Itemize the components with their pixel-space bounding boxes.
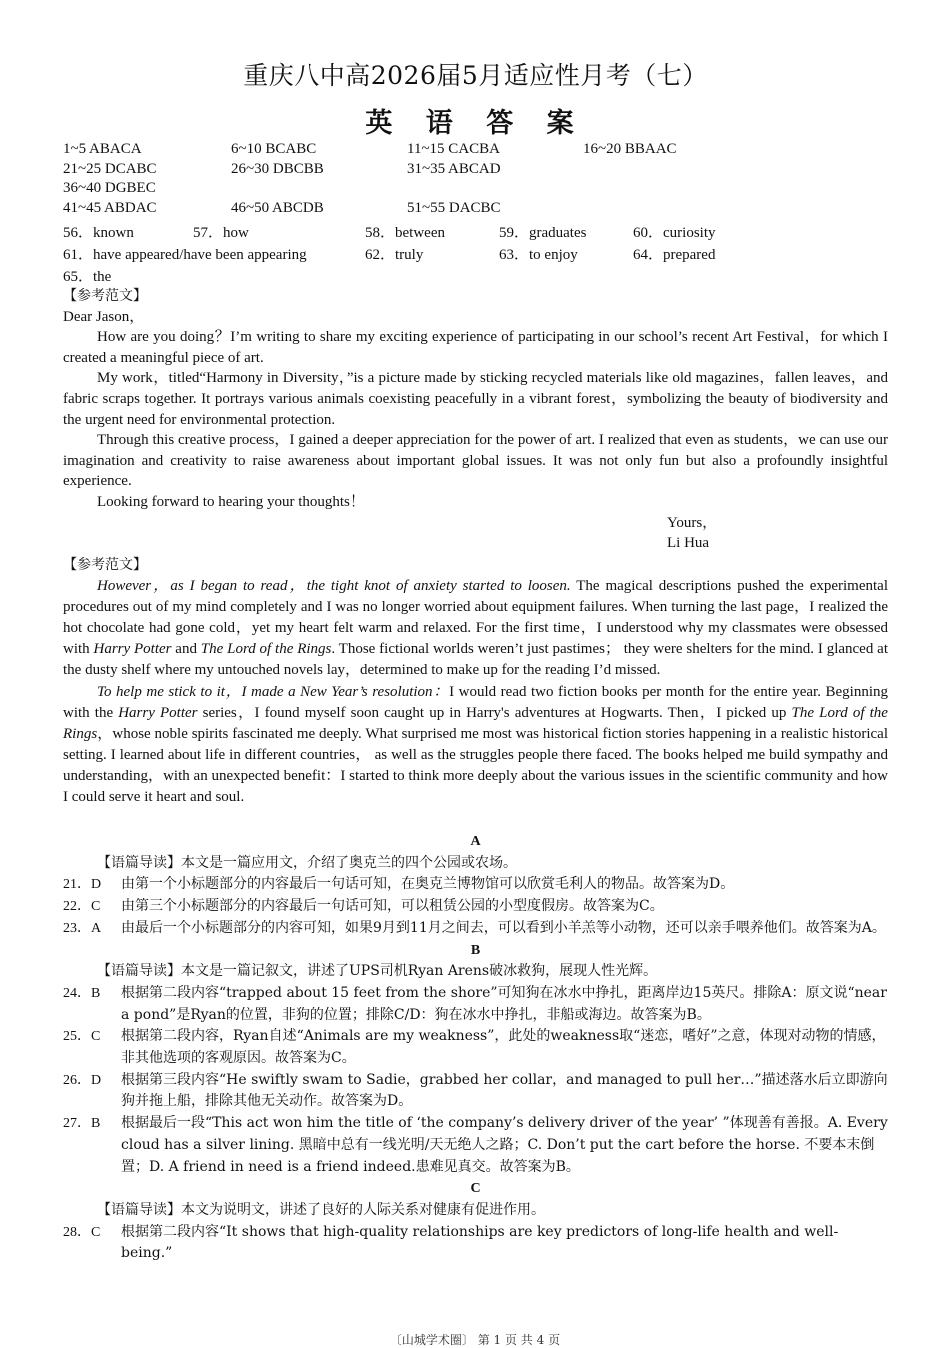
explanation-item: 28．C 根据第二段内容“It shows that high-quality relationships are key predictors of long-life health and well-being.” [63, 1223, 839, 1262]
letter-paragraph: How are you doing？I’m writing to share my exciting experience of participating in our school’s recent Art Festival，for which I created a meaningful piece of art. [63, 329, 888, 366]
answer-group: 31~35 ABCAD [407, 160, 501, 177]
page-footer: 〔山城学术圈〕 第 1 页 共 4 页 [389, 1333, 561, 1347]
fill-in-answer-grid [63, 221, 888, 287]
choice-answer-grid [63, 141, 888, 219]
item-answer: 23．A [63, 920, 102, 936]
explanation-item: 24．B 根据第二段内容“trapped about 15 feet from the shore”可知狗在冰水中挣扎，距离岸边15英尺。排除A：原文说“near a pond”是Ryan的位置，非狗的位置；排除C/D：狗在冰水中挣扎，非船或海边。故答案为B。 [63, 984, 887, 1023]
answer-group: 21~25 DCABC [63, 160, 157, 177]
fill-in-answer: 57．how [193, 225, 249, 241]
opening-sentence: However，as I began to read，the tight knot of anxiety started to loosen. [97, 578, 571, 595]
fill-in-answer: 58．between [365, 225, 445, 241]
letter-signature: Li Hua [667, 535, 710, 552]
section-heading: C [470, 1181, 481, 1197]
section-intro: 【语篇导读】本文是一篇应用文，介绍了奥克兰的四个公园或农场。 [97, 854, 517, 871]
item-answer: 28．C [63, 1224, 101, 1240]
explanation-item: 26．D 根据第三段内容“He swiftly swam to Sadie，grabbed her collar，and managed to pull her…”描述落水后立即游向狗并拖上船，排除其他无关动作。故答案为D。 [63, 1071, 888, 1110]
letter-paragraph: Looking forward to hearing your thoughts！ [97, 493, 365, 510]
explanation-item: 21．D 由第一个小标题部分的内容最后一句话可知，在奥克兰博物馆可以欣赏毛利人的物品。故答案为D。 [63, 874, 888, 896]
section-heading: A [470, 834, 481, 849]
continuation-paragraph: To help me stick to it，I made a New Year’s resolution：I would read two fiction books per month for the entire year. Beginning with the Harry Potter series，I found myself soon caught up in Harry's adventures at Hogwarts. Then，I picked up The Lord of the Rings，whose noble spirits fascinated me deeply. What surprised me most was historical fiction stories happening in a realistic historical setting. I learned about life in different countries， as well as the struggles people there faced. The books helped me build sympathy and understanding，with an unexpected benefit：I started to think more deeply about the various issues in the scientific community and how I could serve it heart and soul. [63, 683, 888, 806]
explanation-item: 22．C 由第三个小标题部分的内容最后一句话可知，可以租赁公园的小型度假房。故答案为C。 [63, 896, 888, 918]
answer-row [63, 161, 888, 181]
item-answer: 27．B [63, 1116, 101, 1132]
answer-group: 16~20 BBAAC [583, 141, 677, 157]
item-answer: 21．D [63, 877, 102, 893]
reading-explanations [63, 831, 888, 1265]
continuation-paragraph: However，as I began to read，the tight knot of anxiety started to loosen. The magical descriptions pushed the experimental procedures out of my mind completely and I was no longer worried about equipment failures. When turning the last page，I realized the hot chocolate had gone cold，yet my heart felt warm and relaxed. For the first time，I understood why my classmates were obsessed with Harry Potter and The Lord of the Rings. Those fictional worlds weren’t just pastimes； they were shelters for the mind. I glanced at the dusty shelf where my untouched novels lay，determined to make up for the reading I’d missed. [63, 578, 888, 679]
item-answer: 26．D [63, 1072, 102, 1088]
item-answer: 22．C [63, 899, 101, 915]
fill-in-row [63, 243, 888, 265]
letter-paragraph: Through this creative process，I gained a deeper appreciation for the power of art. I realized that even as students，we can use our imagination and creativity to raise awareness about important global issues. It was not only fun but also a profoundly insightful experience. [63, 432, 888, 490]
answer-group: 11~15 CACBA [407, 141, 500, 157]
answer-group: 46~50 ABCDB [231, 199, 324, 216]
letter-closing: Yours， [667, 514, 718, 531]
explanation-item: 25．C 根据第二段内容，Ryan自述“Animals are my weakness”，此处的weakness取“迷恋，嗜好”之意，体现对动物的情感，非其他选项的客观原因。故答案为C。 [63, 1028, 886, 1067]
letter-paragraph: My work，titled“Harmony in Diversity，”is a picture made by sticking recycled materials like old magazines，fallen leaves，and fabric scraps together. It portrays various animals coexisting peacefully in a vibrant forest，symbolizing the beauty of biodiversity and the urgent need for environmental protection. [63, 370, 888, 428]
answer-row [63, 180, 888, 200]
item-answer: 25．C [63, 1029, 101, 1045]
fill-in-answer: 64．prepared [633, 247, 716, 263]
fill-in-answer: 59．graduates [499, 225, 587, 241]
answer-row [63, 200, 888, 220]
section-intro: 【语篇导读】本文为说明文，讲述了良好的人际关系对健康有促进作用。 [97, 1201, 545, 1218]
answer-group: 6~10 BCABC [231, 141, 317, 157]
fill-in-answer: 62．truly [365, 247, 424, 263]
section-heading: B [470, 942, 481, 958]
fill-in-answer: 65．the [63, 269, 112, 285]
fill-in-row [63, 265, 888, 287]
page-subtitle: 英 语 答 案 [365, 108, 586, 139]
item-answer: 24．B [63, 985, 101, 1001]
fill-in-answer: 60．curiosity [633, 225, 716, 241]
answer-group: 36~40 DGBEC [63, 180, 156, 196]
answer-group: 41~45 ABDAC [63, 199, 157, 216]
fill-in-answer: 56．known [63, 225, 134, 241]
answer-row [63, 141, 888, 161]
fill-in-answer: 61．have appeared/have been appearing [63, 247, 307, 263]
answer-group: 26~30 DBCBB [231, 160, 324, 177]
model-continuation [63, 555, 888, 808]
fill-in-answer: 63．to enjoy [499, 247, 578, 263]
fill-in-row [63, 221, 888, 243]
answer-group: 51~55 DACBC [407, 199, 501, 216]
section-intro: 【语篇导读】本文是一篇记叙文，讲述了UPS司机Ryan Arens破冰救狗，展现人性光辉。 [97, 963, 658, 980]
model-letter [63, 286, 888, 554]
section-label: 【参考范文】 [63, 288, 147, 304]
page-title: 重庆八中高2026届5月适应性月考（七） [243, 61, 708, 90]
letter-greeting: Dear Jason， [63, 308, 145, 325]
section-label: 【参考范文】 [63, 557, 147, 573]
explanation-item: 27．B 根据最后一段“This act won him the title of ‘the company’s delivery driver of the year’ ”体现善有善报。A. Every cloud has a silver lining. 黑暗中总有一线光明/天无绝人之路；C. Don’t put the cart before the horse. 不要本末倒置；D. A friend in need is a friend indeed.患难见真交。故答案为B。 [63, 1115, 888, 1175]
answer-group: 1~5 ABACA [63, 141, 142, 157]
explanation-item: 23．A 由最后一个小标题部分的内容可知，如果9月到11月之间去，可以看到小羊羔等小动物，还可以亲手喂养他们。故答案为A。 [63, 918, 888, 940]
opening-sentence: To help me stick to it，I made a New Year’s resolution： [97, 683, 450, 700]
